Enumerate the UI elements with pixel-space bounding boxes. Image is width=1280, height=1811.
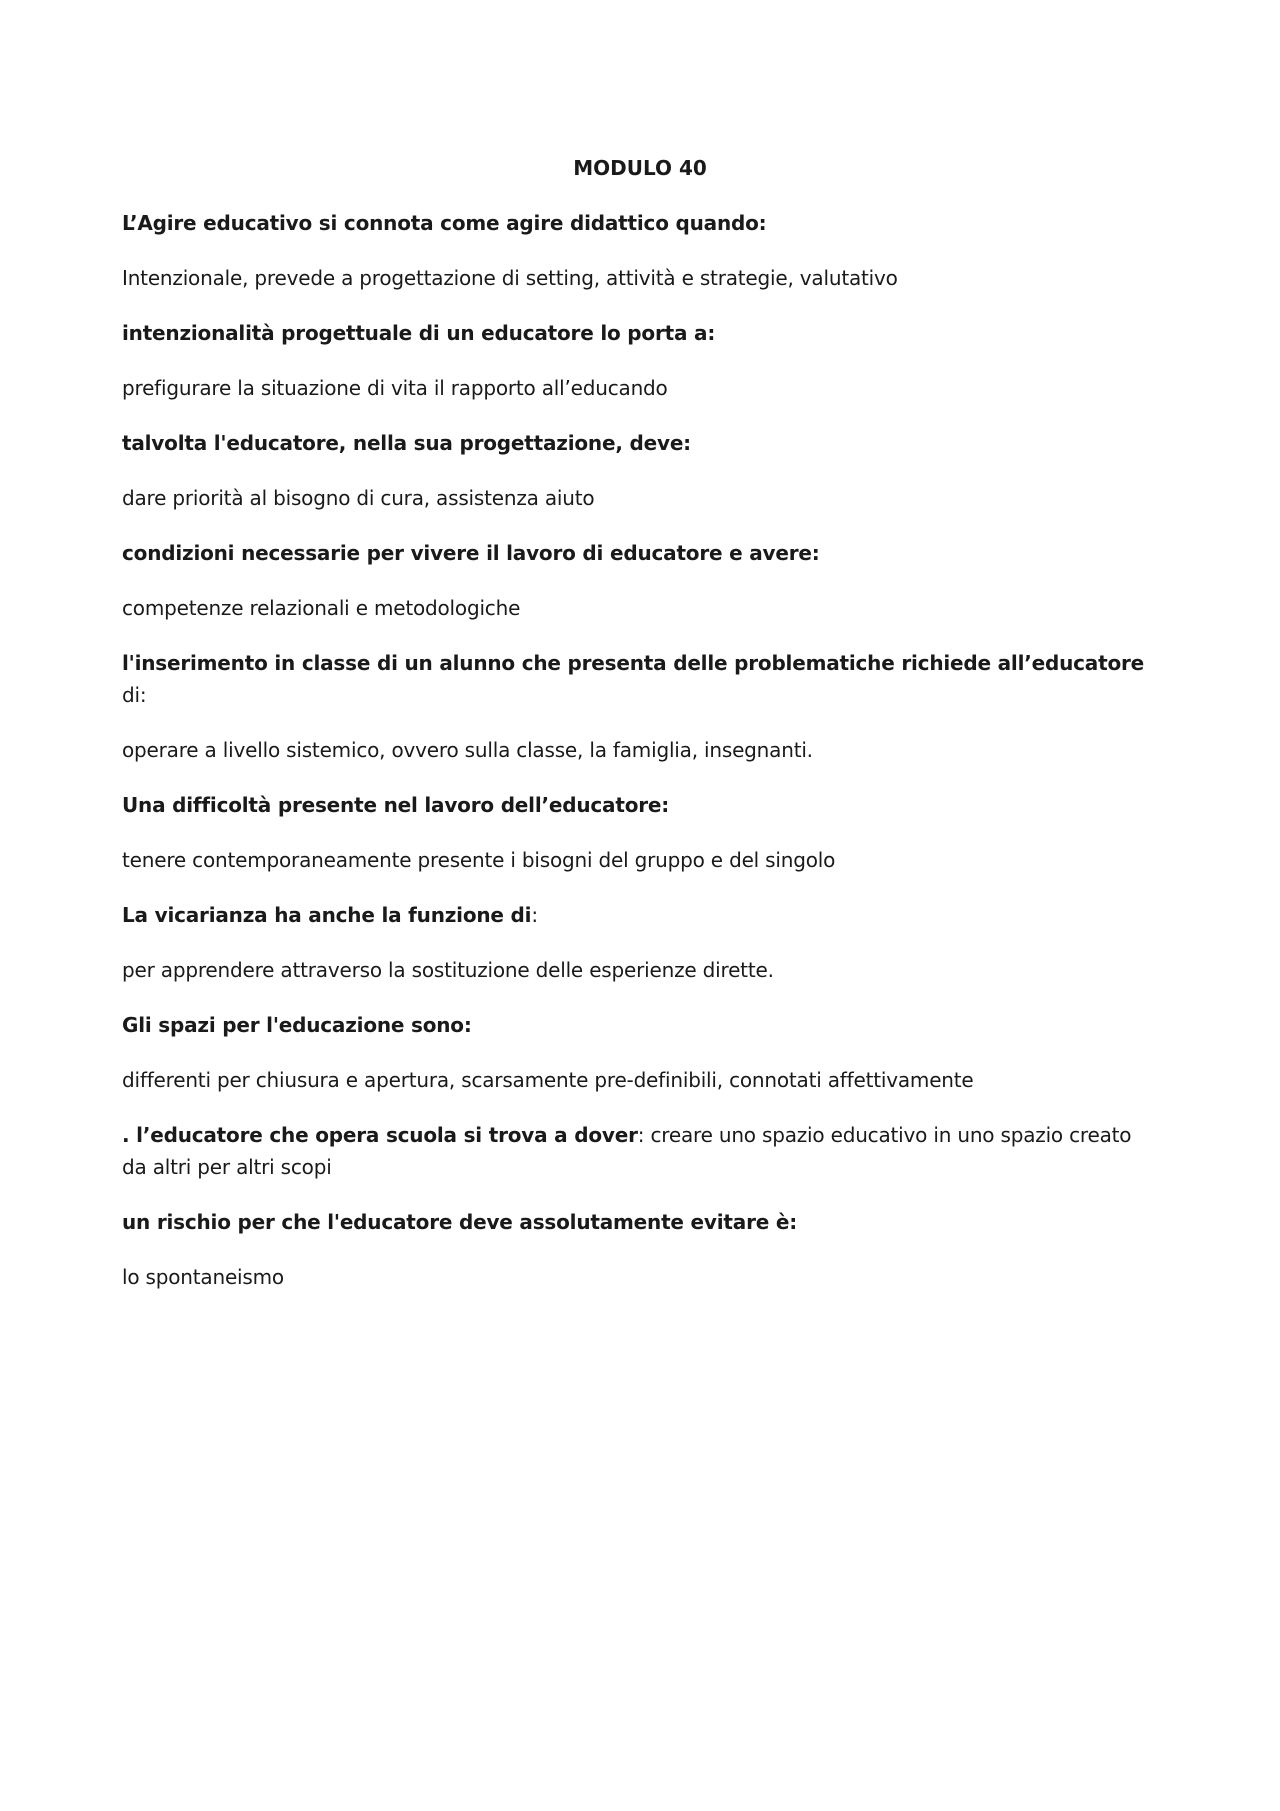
question-paragraph: un rischio per che l'educatore deve assolutamente evitare è: [122, 1210, 798, 1234]
answer-paragraph: competenze relazionali e metodologiche [122, 596, 521, 620]
question-normal-part: : [531, 903, 538, 927]
question-paragraph: Una difficoltà presente nel lavoro dell’educatore: [122, 793, 670, 817]
mixed-paragraph [122, 1119, 1158, 1183]
question-normal-part: : creare uno spazio educativo in uno spazio creato da altri per altri scopi [122, 1123, 1132, 1179]
question-bold-part: La vicarianza ha anche la funzione di [122, 903, 532, 927]
question-paragraph: talvolta l'educatore, nella sua progettazione, deve: [122, 431, 691, 455]
answer-paragraph: operare a livello sistemico, ovvero sulla classe, la famiglia, insegnanti. [122, 738, 813, 762]
document-content [122, 152, 1158, 1316]
question-paragraph: L’Agire educativo si connota come agire didattico quando: [122, 211, 767, 235]
question-paragraph: Gli spazi per l'educazione sono: [122, 1013, 472, 1037]
answer-paragraph: per apprendere attraverso la sostituzione delle esperienze dirette. [122, 958, 774, 982]
question-bold-part: l'inserimento in classe di un alunno che presenta delle problematiche richiede all’educatore [122, 651, 1145, 675]
answer-paragraph: dare priorità al bisogno di cura, assistenza aiuto [122, 486, 595, 510]
answer-paragraph: differenti per chiusura e apertura, scarsamente pre-definibili, connotati affettivamente [122, 1068, 974, 1092]
document-title: MODULO 40 [573, 156, 707, 180]
answer-paragraph: lo spontaneismo [122, 1265, 284, 1289]
answer-paragraph: prefigurare la situazione di vita il rapporto all’educando [122, 376, 668, 400]
question-paragraph: condizioni necessarie per vivere il lavoro di educatore e avere: [122, 541, 820, 565]
answer-paragraph: Intenzionale, prevede a progettazione di setting, attività e strategie, valutativo [122, 266, 898, 290]
question-normal-part: di: [122, 683, 147, 707]
question-bold-part: . l’educatore che opera scuola si trova a dover [122, 1123, 638, 1147]
answer-paragraph: tenere contemporaneamente presente i bisogni del gruppo e del singolo [122, 848, 836, 872]
question-paragraph: intenzionalità progettuale di un educatore lo porta a: [122, 321, 716, 345]
mixed-paragraph [122, 899, 1158, 931]
mixed-paragraph [122, 647, 1158, 711]
